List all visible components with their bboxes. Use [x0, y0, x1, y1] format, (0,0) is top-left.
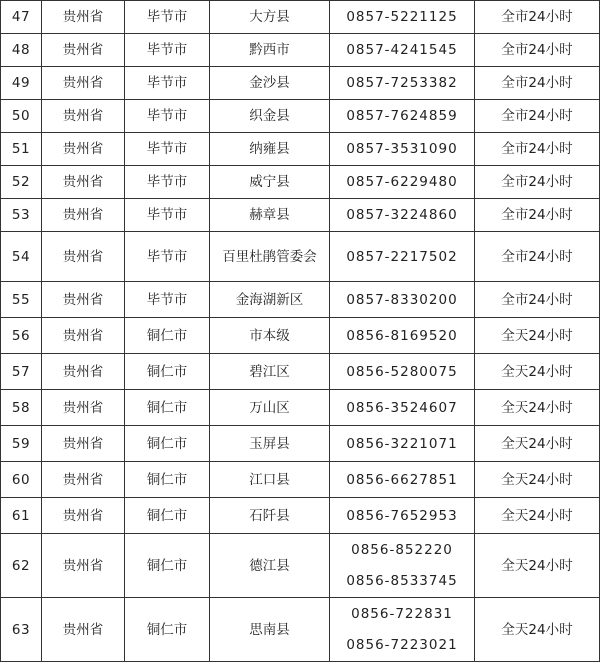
- row-number-cell: 53: [1, 199, 42, 232]
- phone-cell: 0857-6229480: [330, 166, 475, 199]
- row-number-cell: 60: [1, 462, 42, 498]
- table-row: [1, 100, 600, 133]
- hours-cell: 全天24小时: [475, 390, 600, 426]
- phone-cell: 0857-4241545: [330, 34, 475, 67]
- phone-cell: 0856-3524607: [330, 390, 475, 426]
- city-cell: 铜仁市: [125, 318, 210, 354]
- table-row: [1, 1, 600, 34]
- county-cell: 德江县: [210, 534, 330, 598]
- province-cell: 贵州省: [42, 1, 125, 34]
- city-cell: 毕节市: [125, 34, 210, 67]
- province-cell: 贵州省: [42, 282, 125, 318]
- phone-cell: 0856-5280075: [330, 354, 475, 390]
- county-cell: 金海湖新区: [210, 282, 330, 318]
- row-number-cell: 50: [1, 100, 42, 133]
- table-row: [1, 354, 600, 390]
- city-cell: 铜仁市: [125, 598, 210, 662]
- province-cell: 贵州省: [42, 100, 125, 133]
- row-number-cell: 63: [1, 598, 42, 662]
- row-number-cell: 48: [1, 34, 42, 67]
- hours-cell: 全市24小时: [475, 1, 600, 34]
- row-number-cell: 55: [1, 282, 42, 318]
- row-number-cell: 49: [1, 67, 42, 100]
- row-number-cell: 52: [1, 166, 42, 199]
- county-cell: 玉屏县: [210, 426, 330, 462]
- city-cell: 铜仁市: [125, 498, 210, 534]
- phone-cell: 0857-7624859: [330, 100, 475, 133]
- county-cell: 赫章县: [210, 199, 330, 232]
- table-row: [1, 390, 600, 426]
- province-cell: 贵州省: [42, 318, 125, 354]
- phone-cell: 0857-3224860: [330, 199, 475, 232]
- phone-cell: 0857-3531090: [330, 133, 475, 166]
- row-number-cell: 51: [1, 133, 42, 166]
- city-cell: 毕节市: [125, 67, 210, 100]
- city-cell: 毕节市: [125, 199, 210, 232]
- row-number-cell: 59: [1, 426, 42, 462]
- table-row: [1, 166, 600, 199]
- phone-number: 0856-7223021: [346, 637, 458, 653]
- county-cell: 思南县: [210, 598, 330, 662]
- county-cell: 威宁县: [210, 166, 330, 199]
- city-cell: 铜仁市: [125, 462, 210, 498]
- table-row: [1, 282, 600, 318]
- hours-cell: 全天24小时: [475, 498, 600, 534]
- table-body: [1, 1, 600, 662]
- hours-cell: 全市24小时: [475, 67, 600, 100]
- city-cell: 铜仁市: [125, 390, 210, 426]
- city-cell: 毕节市: [125, 1, 210, 34]
- county-cell: 黔西市: [210, 34, 330, 67]
- phone-cell: 0856-3221071: [330, 426, 475, 462]
- phone-number: 0856-8533745: [346, 573, 458, 589]
- province-cell: 贵州省: [42, 498, 125, 534]
- hours-cell: 全市24小时: [475, 199, 600, 232]
- phone-number: 0856-722831: [351, 606, 453, 622]
- hours-cell: 全天24小时: [475, 462, 600, 498]
- hours-cell: 全市24小时: [475, 100, 600, 133]
- phone-number: 0856-852220: [351, 542, 453, 558]
- county-cell: 市本级: [210, 318, 330, 354]
- city-cell: 铜仁市: [125, 534, 210, 598]
- table-row: [1, 34, 600, 67]
- province-cell: 贵州省: [42, 462, 125, 498]
- province-cell: 贵州省: [42, 133, 125, 166]
- table-row: [1, 498, 600, 534]
- phone-cell: 0857-2217502: [330, 232, 475, 282]
- county-cell: 织金县: [210, 100, 330, 133]
- hours-cell: 全天24小时: [475, 318, 600, 354]
- hours-cell: 全天24小时: [475, 534, 600, 598]
- hours-cell: 全市24小时: [475, 34, 600, 67]
- table-row: [1, 67, 600, 100]
- row-number-cell: 47: [1, 1, 42, 34]
- province-cell: 贵州省: [42, 390, 125, 426]
- phone-cell: 0856-8169520: [330, 318, 475, 354]
- city-cell: 铜仁市: [125, 354, 210, 390]
- phone-cell: 0857-5221125: [330, 1, 475, 34]
- hours-cell: 全市24小时: [475, 232, 600, 282]
- province-cell: 贵州省: [42, 232, 125, 282]
- table-row: [1, 534, 600, 598]
- row-number-cell: 57: [1, 354, 42, 390]
- hours-cell: 全天24小时: [475, 354, 600, 390]
- hours-cell: 全市24小时: [475, 166, 600, 199]
- table-row: [1, 598, 600, 662]
- table-row: [1, 462, 600, 498]
- hours-cell: 全天24小时: [475, 426, 600, 462]
- province-cell: 贵州省: [42, 199, 125, 232]
- hours-cell: 全天24小时: [475, 598, 600, 662]
- table-row: [1, 318, 600, 354]
- table-row: [1, 199, 600, 232]
- row-number-cell: 56: [1, 318, 42, 354]
- county-cell: 江口县: [210, 462, 330, 498]
- county-cell: 大方县: [210, 1, 330, 34]
- city-cell: 毕节市: [125, 232, 210, 282]
- phone-cell: 0856-6627851: [330, 462, 475, 498]
- county-cell: 纳雍县: [210, 133, 330, 166]
- table-row: [1, 232, 600, 282]
- province-cell: 贵州省: [42, 598, 125, 662]
- province-cell: 贵州省: [42, 426, 125, 462]
- county-cell: 碧江区: [210, 354, 330, 390]
- phone-cell: [330, 534, 475, 598]
- province-cell: 贵州省: [42, 354, 125, 390]
- county-cell: 万山区: [210, 390, 330, 426]
- city-cell: 毕节市: [125, 166, 210, 199]
- county-cell: 百里杜鹃管委会: [210, 232, 330, 282]
- city-cell: 铜仁市: [125, 426, 210, 462]
- row-number-cell: 54: [1, 232, 42, 282]
- table-row: [1, 133, 600, 166]
- hours-cell: 全市24小时: [475, 282, 600, 318]
- province-cell: 贵州省: [42, 534, 125, 598]
- city-cell: 毕节市: [125, 100, 210, 133]
- table-row: [1, 426, 600, 462]
- phone-cell: 0856-7652953: [330, 498, 475, 534]
- province-cell: 贵州省: [42, 67, 125, 100]
- hours-cell: 全市24小时: [475, 133, 600, 166]
- phone-cell: 0857-8330200: [330, 282, 475, 318]
- county-cell: 金沙县: [210, 67, 330, 100]
- city-cell: 毕节市: [125, 133, 210, 166]
- province-cell: 贵州省: [42, 34, 125, 67]
- phone-cell: 0857-7253382: [330, 67, 475, 100]
- county-cell: 石阡县: [210, 498, 330, 534]
- row-number-cell: 58: [1, 390, 42, 426]
- phone-cell: [330, 598, 475, 662]
- province-cell: 贵州省: [42, 166, 125, 199]
- row-number-cell: 62: [1, 534, 42, 598]
- city-cell: 毕节市: [125, 282, 210, 318]
- row-number-cell: 61: [1, 498, 42, 534]
